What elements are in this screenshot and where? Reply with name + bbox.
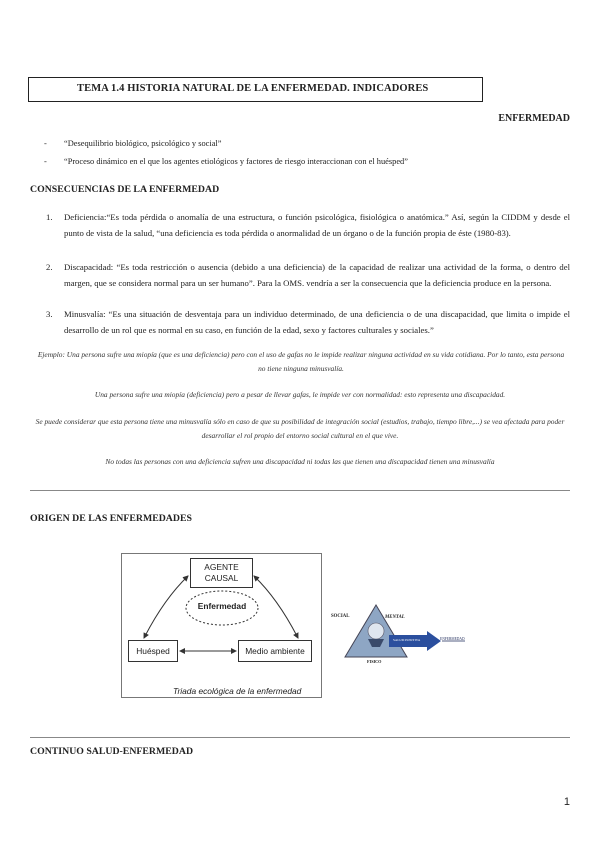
example-paragraph: Una persona sufre una miopía (deficiencia) pero a pesar de llevar gafas, le impide ver con normalidad: esto representa una discapacidad. [94,390,506,399]
example-paragraph: No todas las personas con una deficiencia sufren una discapacidad ni todas las que tienen una discapacidad tienen una minusvalía [105,457,495,466]
definition-item [44,157,408,166]
list-number: 2. [46,262,53,272]
section-heading-consecuencias: CONSECUENCIAS DE LA ENFERMEDAD [30,184,220,195]
divider [30,737,570,738]
mental-label: MENTAL [385,615,405,620]
list-text: Deficiencia:“Es toda pérdida o anomalía de una estructura, o función psicológica, fisiológica o anatómica.” Así, según la CIDDM y desde el punto de vista de la salud, “una deficiencia es toda pérdida o anormalidad de un órgano o de la función propia de éste (1980-83). [64,212,570,239]
health-triangle-graphic [331,601,469,665]
agente-causal-box [190,558,253,588]
fisico-label: FISICO [367,659,382,664]
enfermedad-end-label: ENFERMEDAD [440,637,465,641]
page-number: 1 [563,796,570,808]
section-heading-continuo: CONTINUO SALUD-ENFERMEDAD [30,746,194,757]
example-paragraph: Se puede considerar que esta persona tiene una minusvalía sólo en caso de que su posibilidad de integración social (estudios, trabajo, tiempo libre,...) se vea afectada para poder desarrollar el rol propio del entorno social cultural en el que vive. [35,417,565,440]
list-item [46,259,570,291]
triad-diagram [121,553,322,698]
person-figure [368,623,384,639]
definition-item [44,139,221,148]
enfermedad-label: Enfermedad [197,601,247,611]
list-text: Discapacidad: “Es toda restricción o ausencia (debido a una deficiencia) de la capacidad de realizar una actividad de la forma, o dentro del margen, que se considera normal para un ser humano”. Para la OMS. vendría a ser la consecuencia que la deficiencia produce en la persona. [64,262,570,289]
divider [30,490,570,491]
health-figure [331,601,469,665]
list-number: 3. [46,309,53,319]
salud-arrow-label: SALUD POSITIVA [393,638,421,642]
heading-enfermedad: ENFERMEDAD [498,113,570,124]
arrow-agente-medio [254,576,298,638]
agente-causal-label: AGENTE CAUSAL [204,562,239,583]
medio-ambiente-label: Medio ambiente [245,646,305,656]
social-label: SOCIAL [331,614,350,619]
definition-text: “Proceso dinámico en el que los agentes etiológicos y factores de riesgo interaccionan con el huésped” [64,157,408,166]
section-heading-origen: ORIGEN DE LAS ENFERMEDADES [30,513,192,524]
huesped-label: Huésped [136,646,170,656]
list-text: Minusvalía: “Es una situación de desventaja para un individuo determinado, de una deficiencia o de una discapacidad, que limita o impide el desarrollo de un rol que es normal en su caso, en función de la edad, sexo y factores culturales y sociales.” [64,309,570,336]
bullet-dash: - [44,157,47,166]
list-number: 1. [46,212,53,222]
example-paragraph: Ejemplo: Una persona sufre una miopía (que es una deficiencia) pero con el uso de gafas no le impide realizar ninguna actividad en su vida cotidiana. Por lo tanto, esta persona no tiene ninguna minusvalía. [37,350,565,373]
triad-caption: Triada ecológica de la enfermedad [173,686,302,696]
definition-text: “Desequilibrio biológico, psicológico y social” [64,139,222,148]
bullet-dash: - [44,139,47,148]
arrow-agente-huesped [144,576,188,638]
page-title: TEMA 1.4 HISTORIA NATURAL DE LA ENFERMEDAD. INDICADORES [77,83,429,94]
list-item [46,306,570,338]
medio-ambiente-box [238,640,312,662]
huesped-box [128,640,178,662]
list-item [46,209,570,241]
